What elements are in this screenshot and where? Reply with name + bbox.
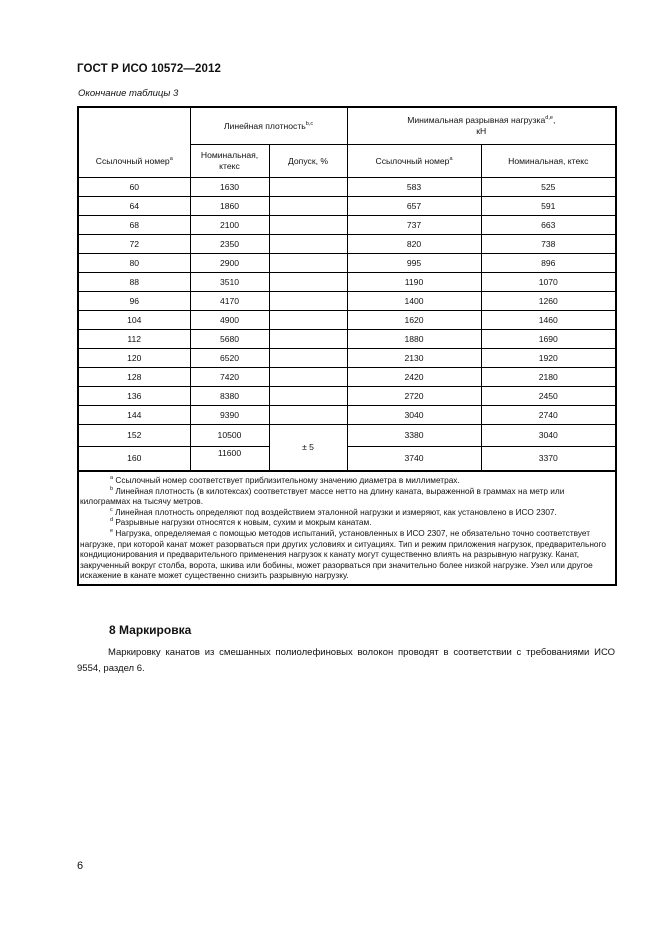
density-nominal-header: Номинальная, ктекс	[190, 145, 269, 178]
document-header: ГОСТ Р ИСО 10572—2012	[77, 63, 222, 75]
footnote-e: $^e$ Нагрузка, определяемая с помощью методов испытаний, установленных в ИСО 2307, не обязательно точно соответствует нагрузке, при которой канат может разорваться при других условиях и ситуациях. Тип и режим приложения нагрузок, предварительного кондиционирования и предварительного применения нагрузок к канату могут существенно влиять на разрывную нагрузку. Канат, закрученный вокруг столба, ворота, шкива или бобины, может разорваться при значительно более низкой нагрузке. Узел или другое искажение в канате может существенно снизить разрывную нагрузку.	[80, 527, 606, 581]
footnote-b: $^b$ Линейная плотность (в килотексах) соответствует массе нетто на длину каната, выраженной в граммах на метр или килограммах на тысячу метров.	[80, 485, 565, 507]
table-row: 64 1860 657 591	[78, 197, 616, 216]
footnote-a: $^a$ Ссылочный номер соответствует приблизительному значению диаметра в миллиметрах.	[110, 475, 460, 485]
table-row: 152 10500 ± 5 3380 3040	[78, 425, 616, 447]
load-ref-header: Ссылочный номер$^a$	[347, 145, 481, 178]
table-row: 68 2100 737 663	[78, 216, 616, 235]
table-row: 128 7420 2420 2180	[78, 368, 616, 387]
density-tolerance-header: Допуск, %	[269, 145, 347, 178]
table-row: 144 9390 3040 2740	[78, 406, 616, 425]
table-row: 96 4170 1400 1260	[78, 292, 616, 311]
rope-properties-table	[77, 106, 617, 586]
table-row: 112 5680 1880 1690	[78, 330, 616, 349]
density-group-header: Линейная плотность$^{b,c}$	[190, 107, 347, 145]
load-nominal-header: Номинальная, ктекс	[481, 145, 616, 178]
table-notes	[78, 471, 616, 585]
table-row: 160 11600 3740 3370	[78, 447, 616, 472]
table-row: 136 8380 2720 2450	[78, 387, 616, 406]
table-row: 120 6520 2130 1920	[78, 349, 616, 368]
tolerance-value: ± 5	[269, 425, 347, 472]
footnote-c: $^c$ Линейная плотность определяют под воздействием эталонной нагрузки и измеряют, как установлено в ИСО 2307.	[110, 506, 557, 517]
load-group-header: Минимальная разрывная нагрузка$^{d,e}$, кН	[347, 107, 616, 145]
page-number: 6	[77, 860, 84, 872]
ref-number-header: Ссылочный номер$^a$	[78, 107, 190, 178]
footnote-d: $^d$ Разрывные нагрузки относятся к новым, сухим и мокрым канатам.	[110, 517, 372, 528]
table-row: 80 2900 995 896	[78, 254, 616, 273]
table-row: 60 1630 583 525	[78, 178, 616, 197]
section-paragraph: Маркировку канатов из смешанных полиолефиновых волокон проводят в соответствии с требованиями ИСО 9554, раздел 6.	[77, 647, 615, 674]
table-row: 88 3510 1190 1070	[78, 273, 616, 292]
table-row: 104 4900 1620 1460	[78, 311, 616, 330]
section-title: 8 Маркировка	[109, 623, 192, 637]
table-caption: Окончание таблицы 3	[78, 88, 179, 99]
table-row: 72 2350 820 738	[78, 235, 616, 254]
